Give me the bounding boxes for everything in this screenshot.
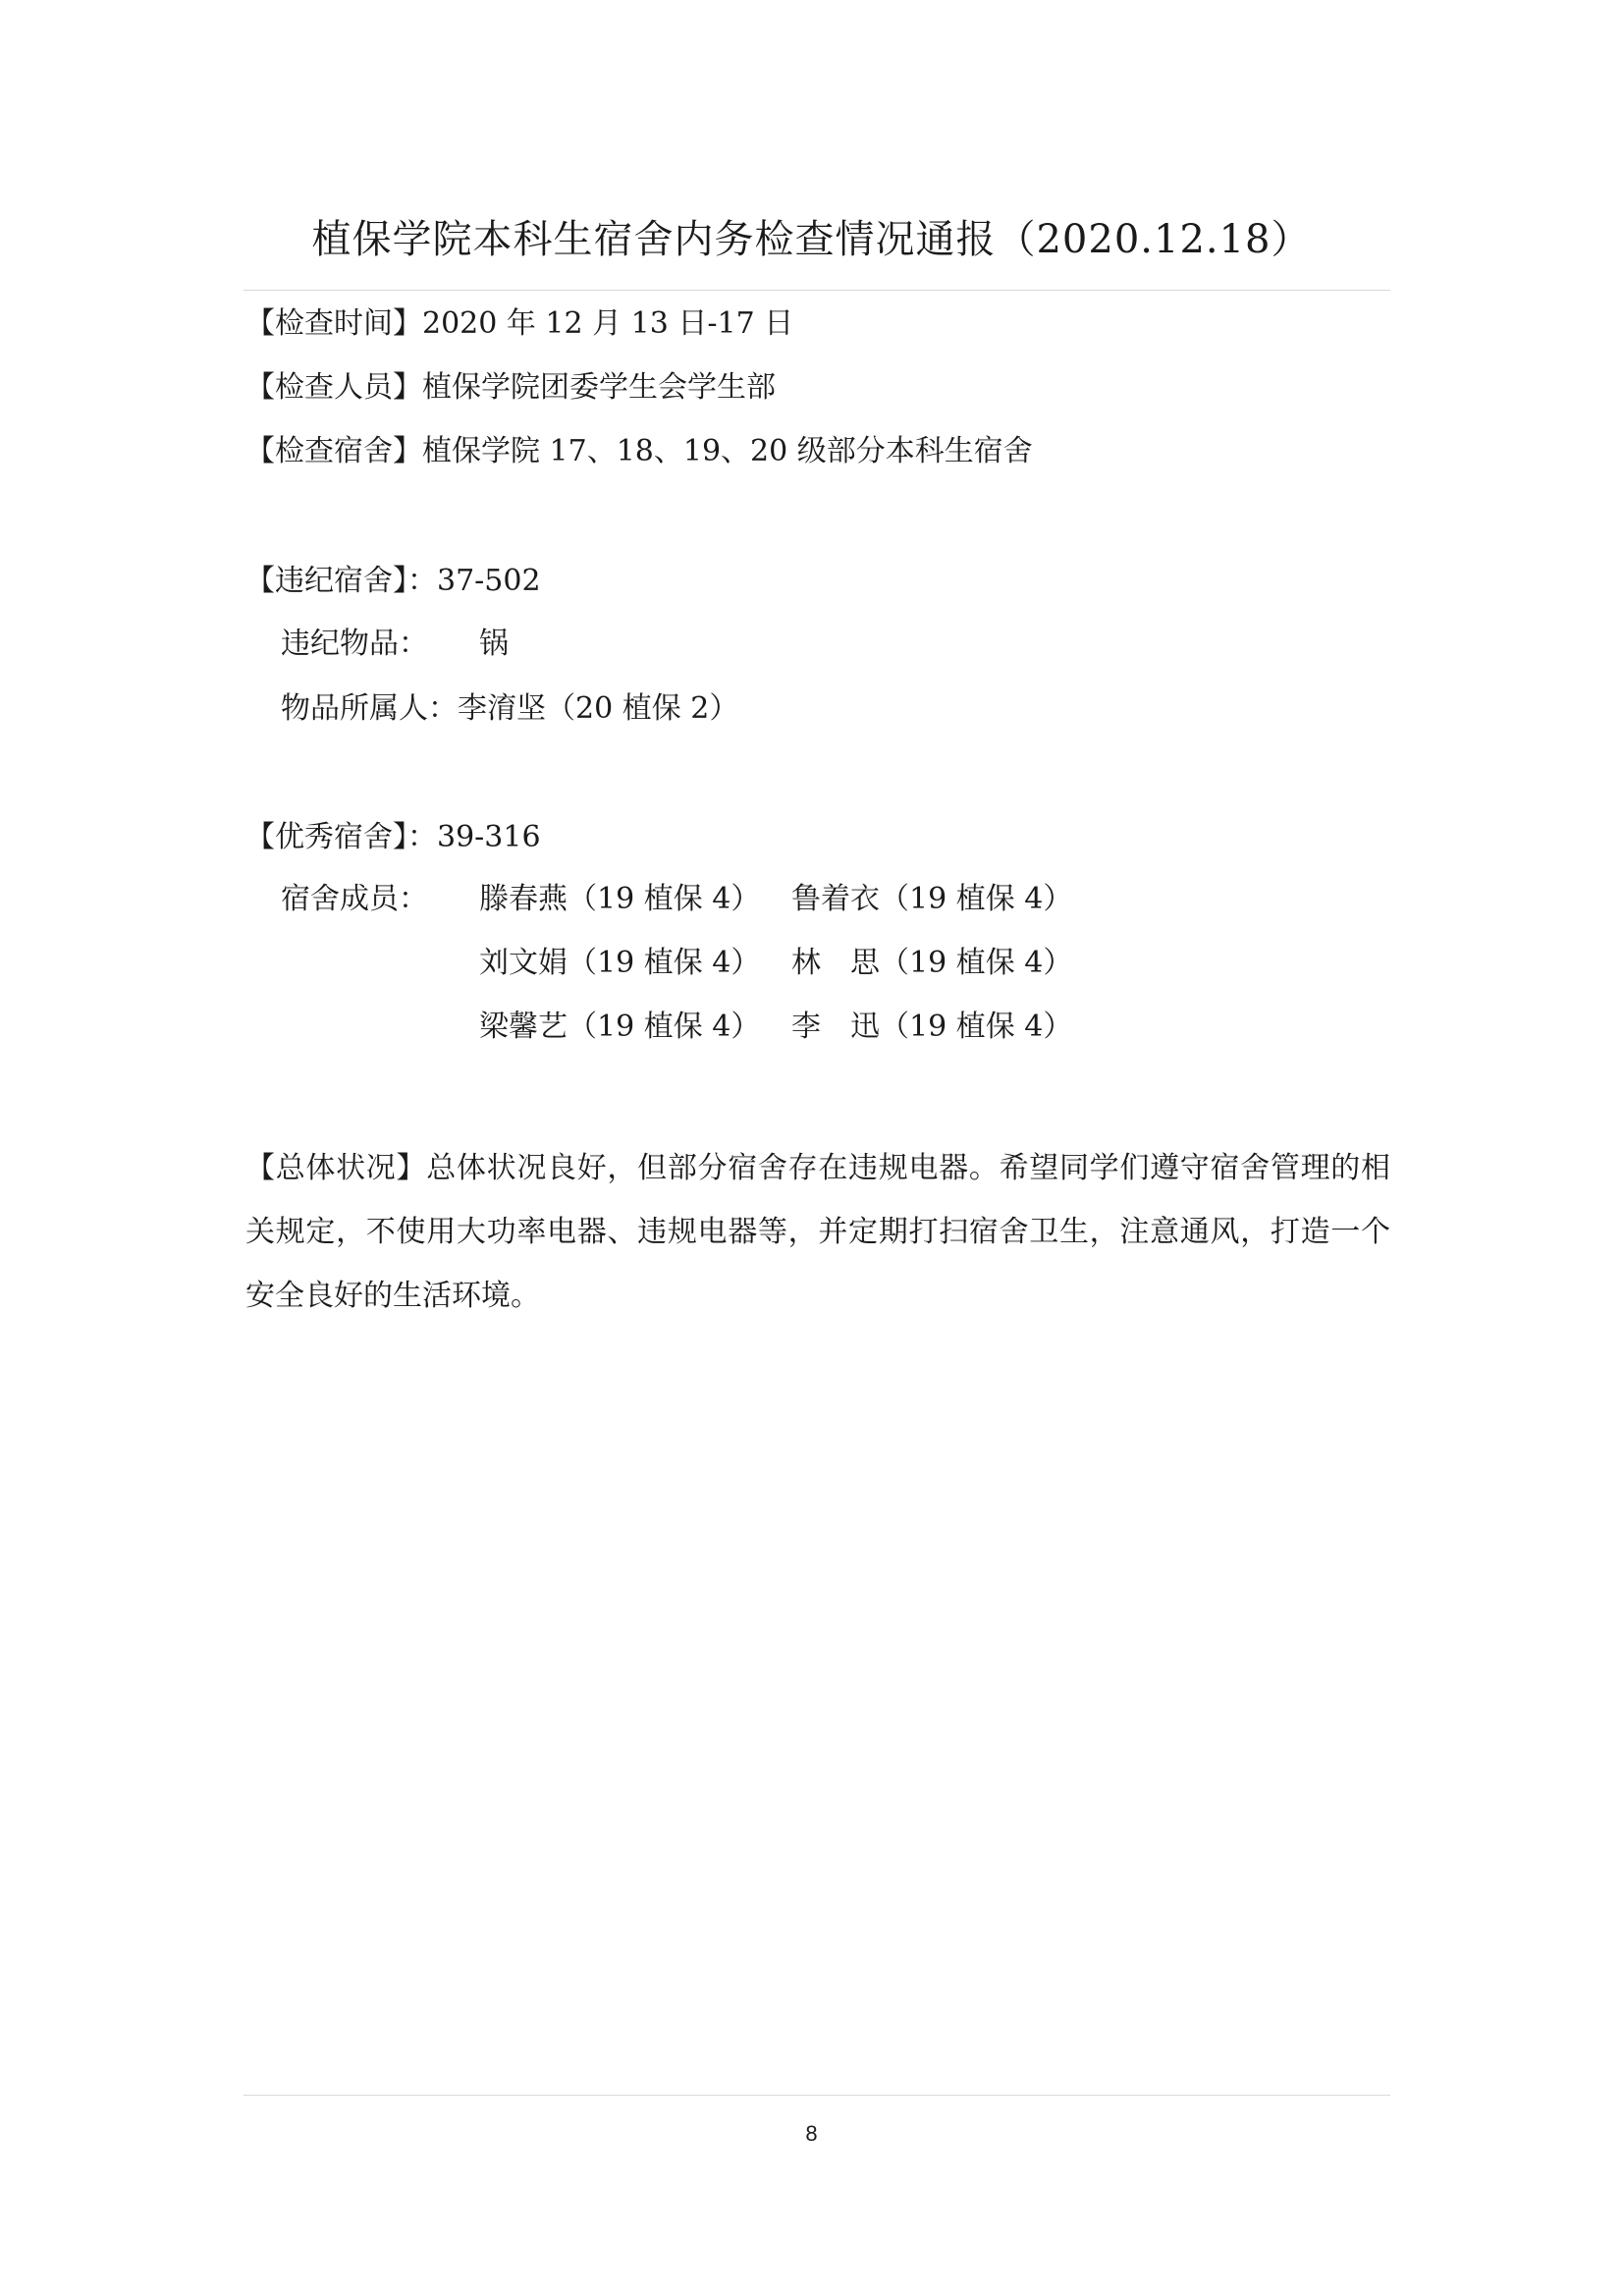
violation-owner-value: 李淯坚（20 植保 2） [458, 691, 739, 726]
member-name: 刘文娟（19 植保 4） [479, 946, 761, 980]
inspection-time-label: 【检查时间】 [245, 306, 422, 341]
members-label: 宿舍成员： [281, 882, 428, 916]
violation-item-label: 违纪物品： [281, 627, 428, 661]
excellent-dorm [245, 816, 541, 859]
excellent-dorm-room: ：39-316 [407, 820, 541, 854]
inspection-staff-value: 植保学院团委学生会学生部 [422, 370, 776, 405]
violation-item-value: 锅 [479, 627, 509, 661]
violation-dorm [245, 560, 541, 603]
overall-summary [245, 1136, 1390, 1328]
member-name: 梁馨艺（19 植保 4） [479, 1010, 761, 1044]
page-number: 8 [805, 2121, 818, 2146]
violation-item [281, 623, 509, 666]
inspection-time-value: 2020 年 12 月 13 日-17 日 [422, 306, 794, 341]
member-name: 李 迅（19 植保 4） [791, 1010, 1073, 1044]
summary-label: 【总体状况】 [245, 1151, 427, 1185]
header-divider [243, 290, 1390, 291]
footer-divider [243, 2095, 1390, 2096]
inspection-time [245, 302, 793, 346]
violation-dorm-room: ：37-502 [407, 564, 541, 598]
inspection-staff-label: 【检查人员】 [245, 370, 422, 405]
excellent-dorm-label: 【优秀宿舍】 [245, 820, 407, 854]
summary-text: 总体状况良好，但部分宿舍存在违规电器。希望同学们遵守宿舍管理的相关规定，不使用大功率电器、违规电器等，并定期打扫宿舍卫生，注意通风，打造一个安全良好的生活环境。 [245, 1151, 1391, 1313]
violation-dorm-label: 【违纪宿舍】 [245, 564, 407, 598]
member-name: 滕春燕（19 植保 4） [479, 882, 761, 916]
violation-owner-label: 物品所属人： [281, 691, 458, 726]
violation-owner [281, 687, 738, 731]
inspection-dorms [245, 430, 1033, 473]
member-name: 林 思（19 植保 4） [791, 946, 1073, 980]
inspection-staff [245, 366, 776, 410]
inspection-dorms-value: 植保学院 17、18、19、20 级部分本科生宿舍 [422, 434, 1033, 468]
inspection-dorms-label: 【检查宿舍】 [245, 434, 422, 468]
page-title: 植保学院本科生宿舍内务检查情况通报（2020.12.18） [311, 217, 1312, 262]
member-name: 鲁着衣（19 植保 4） [791, 882, 1073, 916]
